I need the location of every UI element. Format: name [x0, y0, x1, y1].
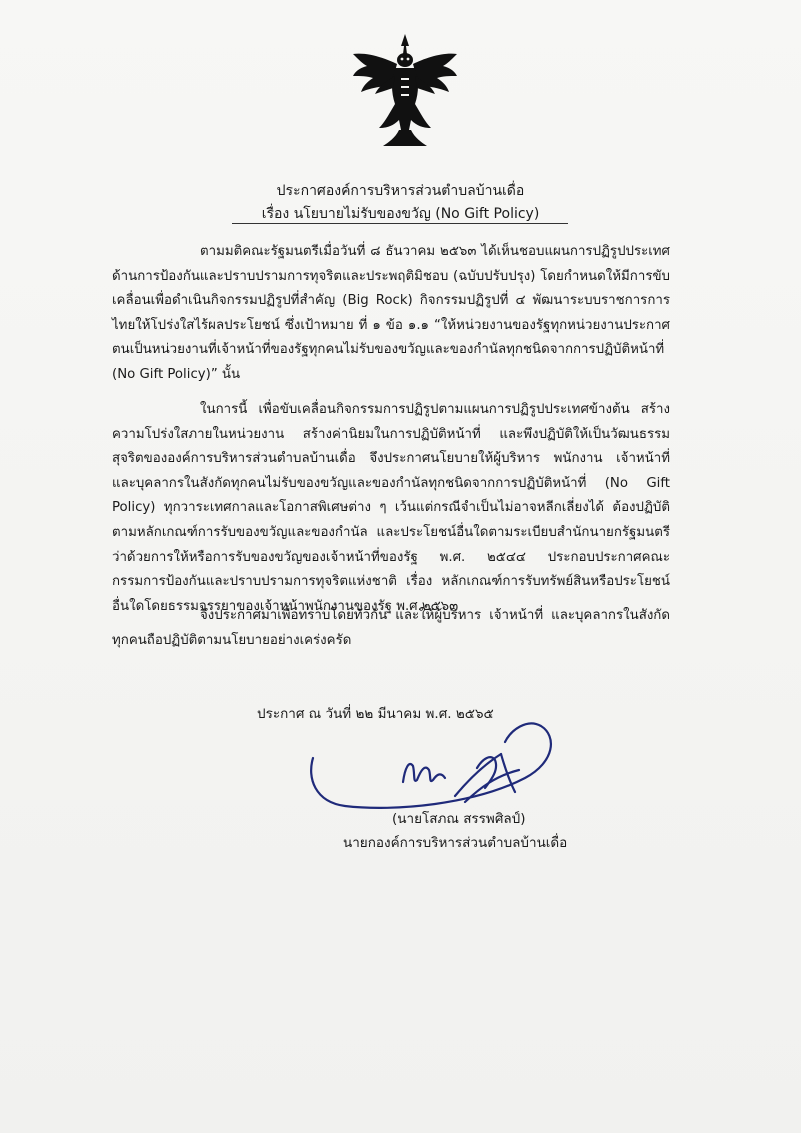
signer-name: (นายโสภณ สรรพศิลป์): [392, 811, 526, 827]
paragraph-3-text: จึงประกาศมาเพื่อทราบโดยทั่วกัน และให้ผู้บริหาร เจ้าหน้าที่ และบุคลากรในสังกัดทุกคนถือปฏิบัติตามนโยบายอย่างเคร่งครัด: [112, 608, 670, 648]
garuda-emblem-icon: [345, 30, 465, 150]
header-divider: [232, 223, 568, 224]
paragraph-2-text: ในการนี้ เพื่อขับเคลื่อนกิจกรรมการปฏิรูปตามแผนการปฏิรูปประเทศข้างต้น สร้างความโปร่งใสภายในหน่วยงาน สร้างค่านิยมในการปฏิบัติหน้าที่ และพึงปฏิบัติให้เป็นวัฒนธรรมสุจริตขององค์การบริหารส่วนตำบลบ้านเดื่อ จึงประกาศนโยบายให้ผู้บริหาร พนักงาน เจ้าหน้าที่ และบุคลากรในสังกัดทุกคนไม่รับของขวัญและของกำนัลทุกชนิดจากการปฏิบัติหน้าที่ (No Gift Policy) ทุกวาระเทศกาลและโอกาสพิเศษต่าง ๆ เว้นแต่กรณีจำเป็นไม่อาจหลีกเลี่ยงได้ ต้องปฏิบัติตามหลักเกณฑ์การรับของขวัญและของกำนัล และประโยชน์อื่นใดตามระเบียบสำนักนายกรัฐมนตรีว่าด้วยการให้หรือการรับของขวัญของเจ้าหน้าที่ของรัฐ พ.ศ. ๒๕๔๔ ประกอบประกาศคณะกรรมการป้องกันและปราบปรามการทุจริตแห่งชาติ เรื่อง หลักเกณฑ์การรับทรัพย์สินหรือประโยชน์อื่นใดโดยธรรมจรรยาของเจ้าหน้าพนักงานของรัฐ พ.ศ.๒๕๖๓: [112, 402, 670, 614]
paragraph-1-text: ตามมติคณะรัฐมนตรีเมื่อวันที่ ๘ ธันวาคม ๒๕๖๓ ได้เห็นชอบแผนการปฏิรูปประเทศด้านการป้องกันและปราบปรามการทุจริตและประพฤติมิชอบ (ฉบับปรับปรุง) โดยกำหนดให้มีการขับเคลื่อนเพื่อดำเนินกิจกรรมปฏิรูปที่สำคัญ (Big Rock) กิจกรรมปฏิรูปที่ ๔ พัฒนาระบบราชการการไทยให้โปร่งใสไร้ผลประโยชน์ ซึ่งเป้าหมาย ที่ ๑ ข้อ ๑.๑ “ให้หน่วยงานของรัฐทุกหน่วยงานประกาศตนเป็นหน่วยงานที่เจ้าหน้าที่ของรัฐทุกคนไม่รับของขวัญและของกำนัลทุกชนิดจากการปฏิบัติหน้าที่ (No Gift Policy)” นั้น: [112, 244, 670, 382]
paragraph-2: [112, 398, 670, 619]
signer-position: นายกองค์การบริหารส่วนตำบลบ้านเดื่อ: [343, 835, 568, 851]
paragraph-1: [112, 240, 670, 388]
announcement-title: ประกาศองค์การบริหารส่วนตำบลบ้านเดื่อ: [276, 183, 525, 199]
announcement-subject: เรื่อง นโยบายไม่รับของขวัญ (No Gift Policy): [261, 206, 540, 222]
signature-icon: [305, 718, 560, 818]
paragraph-3: [112, 604, 670, 653]
announcement-date: ประกาศ ณ วันที่ ๒๒ มีนาคม พ.ศ. ๒๕๖๕: [257, 706, 494, 722]
